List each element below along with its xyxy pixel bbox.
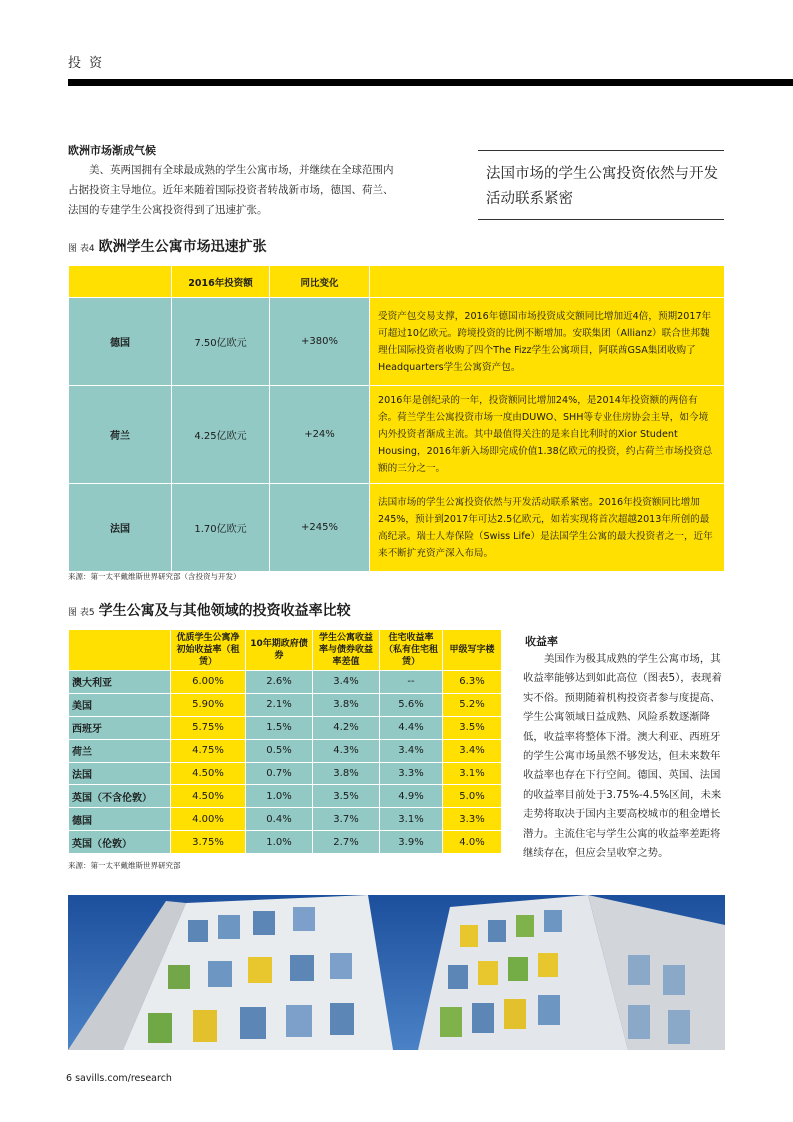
value-cell: 3.4%	[313, 671, 380, 694]
header-yield-spread: 学生公寓收益率与债券收益率差值	[313, 630, 380, 671]
value-cell: 1.0%	[246, 785, 313, 808]
value-cell: 4.0%	[443, 831, 502, 854]
value-cell: 6.3%	[443, 671, 502, 694]
header-bond-yield: 10年期政府债券	[246, 630, 313, 671]
figure4-table	[68, 265, 725, 572]
header-residential-yield: 住宅收益率（私有住宅租赁）	[380, 630, 443, 671]
value-cell: 4.75%	[171, 739, 246, 762]
amount-cell: 4.25亿欧元	[172, 386, 270, 484]
value-cell: 3.8%	[313, 693, 380, 716]
table-row	[69, 298, 725, 386]
header-rule	[68, 79, 793, 86]
value-cell: 4.9%	[380, 785, 443, 808]
figure5-title: 学生公寓及与其他领域的投资收益率比较	[98, 603, 351, 619]
header-yoy-change: 同比变化	[270, 266, 370, 298]
table-row	[69, 808, 502, 831]
table-row	[69, 762, 502, 785]
table-row	[69, 739, 502, 762]
value-cell: 0.7%	[246, 762, 313, 785]
value-cell: 5.6%	[380, 693, 443, 716]
description-cell: 受资产包交易支撑，2016年德国市场投资成交额同比增加近4倍，预期2017年可超过10亿欧元。跨境投资的比例不断增加。安联集团（Allianz）联合世邦魏理仕国际投资者收购了四个The Fizz学生公寓项目，阿联酋GSA集团收购了Headquarters学生公寓资产包。	[370, 298, 725, 386]
value-cell: 4.2%	[313, 716, 380, 739]
value-cell: 0.5%	[246, 739, 313, 762]
value-cell: 3.9%	[380, 831, 443, 854]
value-cell: 5.2%	[443, 693, 502, 716]
value-cell: 1.5%	[246, 716, 313, 739]
table-row	[69, 831, 502, 854]
row-label: 西班牙	[69, 716, 171, 739]
yield-body: 美国作为极其成熟的学生公寓市场，其收益率能够达到如此高位（图表5），表现着实不俗。预期随着机构投资者参与度提高、学生公寓领域日益成熟、风险系数逐渐降低，收益率将整体下滑。澳大利亚、西班牙的学生公寓市场虽然不够发达，但未来数年收益率也存在下行空间。德国、英国、法国的收益率目前处于3.75%-4.5%区间，未来走势将取决于国内主要高校城市的租金增长潜力。主流住宅与学生公寓的收益率差距将继续存在，但应会呈收窄之势。	[523, 653, 722, 860]
change-cell: +380%	[270, 298, 370, 386]
value-cell: 3.4%	[443, 739, 502, 762]
description-cell: 法国市场的学生公寓投资依然与开发活动联系紧密。2016年投资额同比增加245%，预计到2017年可达2.5亿欧元，如若实现将首次超越2013年所创的最高纪录。瑞士人寿保险（Swiss Life）是法国学生公寓的最大投资者之一，近年来不断扩充资产深入布局。	[370, 484, 725, 572]
value-cell: 3.75%	[171, 831, 246, 854]
value-cell: 5.0%	[443, 785, 502, 808]
value-cell: 3.5%	[313, 785, 380, 808]
value-cell: 4.50%	[171, 785, 246, 808]
value-cell: 5.90%	[171, 693, 246, 716]
header-office-yield: 甲级写字楼	[443, 630, 502, 671]
row-label: 英国（不含伦敦）	[69, 785, 171, 808]
change-cell: +245%	[270, 484, 370, 572]
table-row	[69, 716, 502, 739]
figure4-source: 来源：第一太平戴维斯世界研究部（含投资与开发）	[68, 572, 241, 581]
page-footer: 6 savills.com/research	[66, 1073, 172, 1084]
value-cell: 4.3%	[313, 739, 380, 762]
figure4-title: 欧洲学生公寓市场迅速扩张	[98, 239, 267, 255]
table-row	[69, 671, 502, 694]
header-investment: 2016年投资额	[172, 266, 270, 298]
header-student-yield: 优质学生公寓净初始收益率（租赁）	[171, 630, 246, 671]
value-cell: 1.0%	[246, 831, 313, 854]
value-cell: 2.1%	[246, 693, 313, 716]
country-cell: 荷兰	[69, 386, 172, 484]
row-label: 澳大利亚	[69, 671, 171, 694]
country-cell: 德国	[69, 298, 172, 386]
value-cell: 3.3%	[380, 762, 443, 785]
pull-quote	[478, 150, 724, 220]
value-cell: 5.75%	[171, 716, 246, 739]
figure5-number: 图 表5	[68, 608, 95, 618]
yield-heading: 收益率	[525, 635, 558, 648]
value-cell: 2.6%	[246, 671, 313, 694]
value-cell: 3.4%	[380, 739, 443, 762]
table-row	[69, 785, 502, 808]
value-cell: 4.00%	[171, 808, 246, 831]
header-desc-cell	[370, 266, 725, 298]
value-cell: 4.50%	[171, 762, 246, 785]
figure4-heading	[68, 236, 267, 256]
section-title: 投 资	[68, 56, 105, 71]
country-cell: 法国	[69, 484, 172, 572]
change-cell: +24%	[270, 386, 370, 484]
value-cell: 3.1%	[443, 762, 502, 785]
row-label: 英国（伦敦）	[69, 831, 171, 854]
amount-cell: 7.50亿欧元	[172, 298, 270, 386]
figure5-source: 来源：第一太平戴维斯世界研究部	[68, 861, 181, 870]
building-illustration	[68, 895, 725, 1050]
value-cell: 6.00%	[171, 671, 246, 694]
intro-body: 美、英两国拥有全球最成熟的学生公寓市场，并继续在全球范围内占据投资主导地位。近年来随着国际投资者转战新市场，德国、荷兰、法国的专建学生公寓投资得到了迅速扩张。	[68, 164, 394, 216]
description-cell: 2016年是创纪录的一年，投资额同比增加24%，是2014年投资额的两倍有余。荷兰学生公寓投资市场一度由DUWO、SHH等专业住房协会主导，如今境内外投资者渐成主流。其中最值得关注的是来自比利时的Xior Student Housing，2016年新入场即完成价值1.38亿欧元的投资，约占荷兰市场投资总额的三分之一。	[370, 386, 725, 484]
row-label: 法国	[69, 762, 171, 785]
figure5-table	[68, 629, 502, 854]
row-label: 德国	[69, 808, 171, 831]
intro-heading: 欧洲市场渐成气候	[68, 144, 156, 157]
table-row	[69, 484, 725, 572]
table-row	[69, 386, 725, 484]
figure4-number: 图 表4	[68, 244, 95, 254]
header-empty-cell	[69, 266, 172, 298]
pull-quote-text: 法国市场的学生公寓投资依然与开发活动联系紧密	[486, 166, 718, 207]
building-photo	[68, 895, 725, 1050]
table-header-row	[69, 266, 725, 298]
value-cell: 2.7%	[313, 831, 380, 854]
value-cell: --	[380, 671, 443, 694]
value-cell: 3.1%	[380, 808, 443, 831]
value-cell: 0.4%	[246, 808, 313, 831]
amount-cell: 1.70亿欧元	[172, 484, 270, 572]
table-header-row	[69, 630, 502, 671]
header-empty-cell	[69, 630, 171, 671]
row-label: 美国	[69, 693, 171, 716]
figure5-heading	[68, 600, 351, 620]
row-label: 荷兰	[69, 739, 171, 762]
value-cell: 3.5%	[443, 716, 502, 739]
value-cell: 4.4%	[380, 716, 443, 739]
value-cell: 3.3%	[443, 808, 502, 831]
value-cell: 3.7%	[313, 808, 380, 831]
value-cell: 3.8%	[313, 762, 380, 785]
table-row	[69, 693, 502, 716]
